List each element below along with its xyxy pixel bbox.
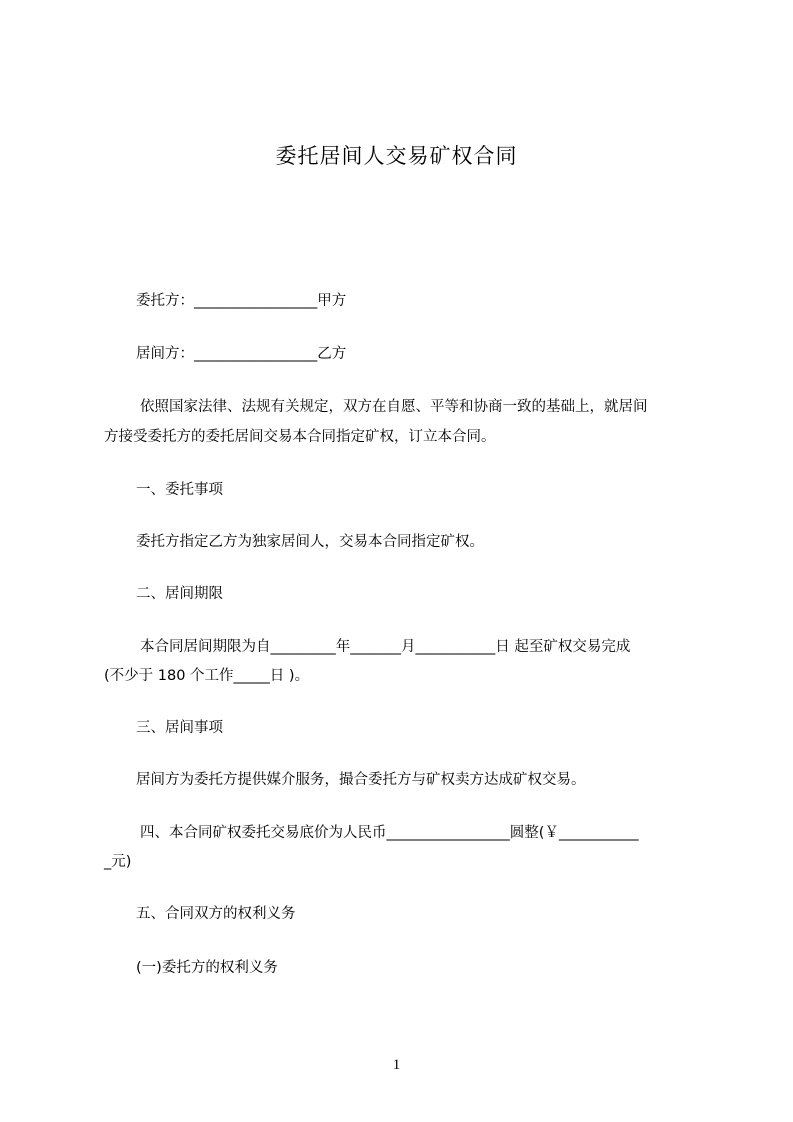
section-2-line-2: (不少于 180 个工作_____日 )。 (104, 668, 310, 684)
section-5-subheading-1: (一)委托方的权利义务 (136, 960, 278, 976)
preamble-line-2: 方接受委托方的委托居间交易本合同指定矿权，订立本合同。 (104, 429, 496, 445)
agent-party-line: 居间方：_________________乙方 (136, 346, 347, 362)
section-1-heading: 一、委托事项 (136, 482, 223, 498)
preamble-line-1: 依照国家法律、法规有关规定，双方在自愿、平等和协商一致的基础上，就居间 (140, 399, 648, 415)
section-3-body: 居间方为委托方提供媒介服务，撮合委托方与矿权卖方达成矿权交易。 (136, 772, 586, 788)
document-title: 委托居间人交易矿权合同 (275, 144, 518, 168)
section-2-heading: 二、居间期限 (136, 586, 223, 602)
section-4-line-2: _元) (104, 854, 132, 870)
page-number: 1 (392, 1057, 401, 1073)
section-5-heading: 五、合同双方的权利义务 (136, 906, 296, 922)
section-3-heading: 三、居间事项 (136, 720, 223, 736)
client-party-line: 委托方：_________________甲方 (136, 293, 347, 309)
section-1-body: 委托方指定乙方为独家居间人，交易本合同指定矿权。 (136, 534, 484, 550)
section-2-line-1: 本合同居间期限为自_________年_______月___________日 起至矿权交易完成 (140, 639, 631, 655)
section-4-line-1: 四、本合同矿权委托交易底价为人民币_________________圆整(￥___________ (140, 825, 639, 841)
